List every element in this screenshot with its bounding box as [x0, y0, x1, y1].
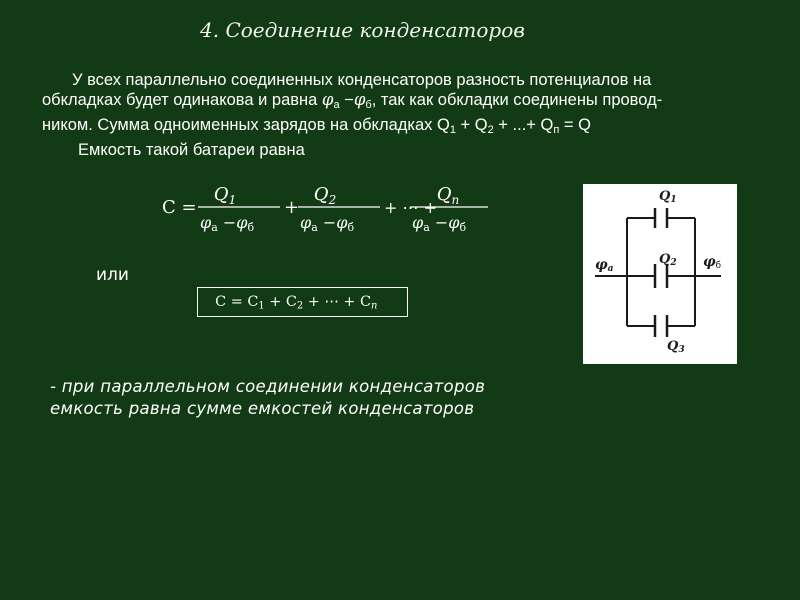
phi-sub-b: б [365, 99, 372, 111]
paragraph-line-3 [42, 115, 782, 140]
label-q3: Q3 [667, 339, 685, 355]
phi-sub-a: а [333, 99, 340, 111]
paragraph-line-3-start: ником. Сумма одноименных зарядов на обкладках Q [42, 116, 450, 134]
label-q2: Q2 [659, 252, 677, 268]
sum-c-lhs: C = C [215, 294, 259, 310]
parallel-capacitor-circuit [583, 184, 737, 364]
phi-symbol: φ [321, 90, 334, 109]
qn-sub: п [553, 124, 560, 136]
fractionn-numerator: $Q_n$ [436, 184, 460, 207]
label-q1: Q1 [659, 189, 677, 205]
paragraph-line-2 [42, 90, 782, 115]
q2-sub: 2 [487, 124, 494, 136]
fraction2-denominator: φа −φб [300, 213, 355, 234]
ellipsis-sign: + ⋯ + [384, 198, 437, 217]
phi-symbol-2: φ [353, 90, 366, 109]
formula-lhs: C = [162, 197, 197, 218]
fraction1-numerator: $Q_1$ [213, 184, 237, 207]
capacitance-sum-formula [198, 288, 406, 315]
circuit-diagram [583, 184, 737, 364]
fractionn-denominator: φа −φб [412, 213, 467, 234]
slide-title: 4. Соединение конденсаторов [200, 18, 525, 42]
body-paragraph [42, 70, 782, 160]
paragraph-line-4: Емкость такой батареи равна [78, 141, 305, 159]
paragraph-line-2-end: , так как обкладки соединены провод- [371, 91, 663, 109]
or-label: или [96, 265, 129, 285]
dots-q: + ...+ Q [493, 116, 554, 134]
conclusion-text [50, 376, 485, 420]
plus-sign-1: + [284, 197, 300, 218]
label-phi-b: φб [703, 254, 722, 271]
paragraph-line-2-start: обкладках будет одинакова и равна [42, 91, 322, 109]
plus-q: + Q [455, 116, 488, 134]
fraction1-denominator: φа −φб [200, 213, 255, 234]
conclusion-line-2: емкость равна сумме емкостей конденсаторов [50, 399, 475, 418]
svg-text:C = C1 + C2 + ⋯ + Cn: C = C1 + C2 + ⋯ + Cn [215, 294, 378, 312]
minus-sign: − [339, 91, 354, 109]
q1-sub: 1 [449, 124, 456, 136]
paragraph-line-1: У всех параллельно соединенных конденсаторов разность потенциалов на [72, 71, 652, 89]
capacitance-sum-formula-box [197, 287, 408, 317]
equals-q: = Q [559, 116, 591, 134]
conclusion-line-1: - при параллельном соединении конденсаторов [50, 377, 486, 396]
label-phi-a: φa [595, 257, 614, 274]
capacitance-fraction-formula [160, 178, 490, 238]
fraction2-numerator: $Q_2$ [313, 184, 337, 207]
